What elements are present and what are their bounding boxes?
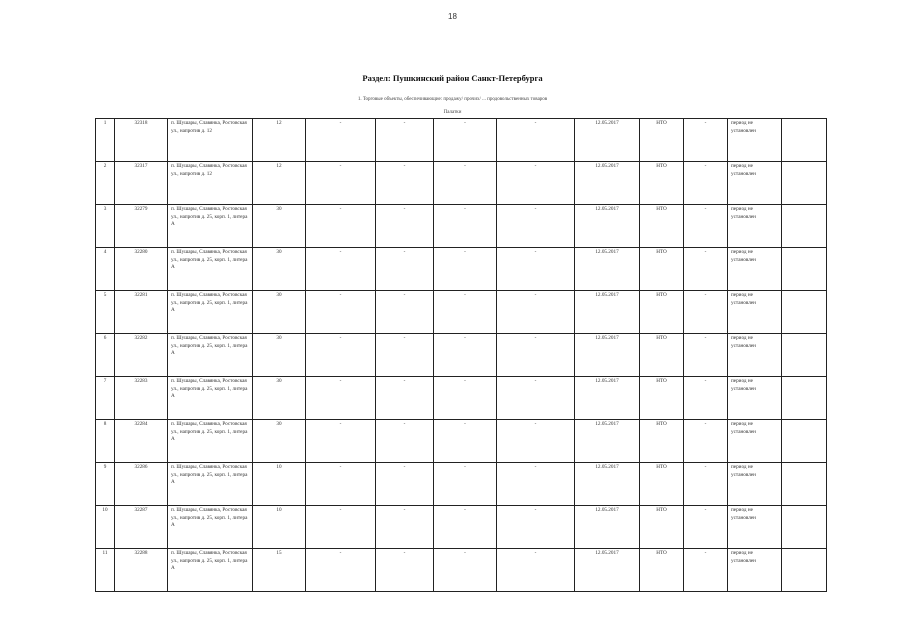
empty-cell: - [306, 248, 376, 291]
area-cell: 10 [253, 506, 306, 549]
empty-cell: - [497, 420, 575, 463]
empty-cell: - [684, 463, 728, 506]
empty-cell: - [306, 377, 376, 420]
area-cell: 30 [253, 248, 306, 291]
row-number: 7 [96, 377, 115, 420]
table-row [96, 291, 827, 334]
empty-cell: - [376, 506, 434, 549]
row-number: 8 [96, 420, 115, 463]
object-id: 32281 [115, 291, 168, 334]
empty-cell: - [684, 549, 728, 592]
object-id: 32283 [115, 377, 168, 420]
empty-cell: - [376, 420, 434, 463]
date-cell: 12.05.2017 [575, 205, 640, 248]
object-type-cell: НТО [640, 506, 684, 549]
date-cell: 12.05.2017 [575, 334, 640, 377]
address-cell: п. Шушары, Славянка, Ростовская ул., напротив д. 12 [168, 119, 253, 162]
row-number: 6 [96, 334, 115, 377]
empty-cell: - [684, 162, 728, 205]
object-type-cell: НТО [640, 205, 684, 248]
table-row [96, 377, 827, 420]
address-cell: п. Шушары, Славянка, Ростовская ул., напротив д. 25, корп. 1, литера А [168, 291, 253, 334]
notes-cell [782, 377, 827, 420]
area-cell: 30 [253, 420, 306, 463]
address-cell: п. Шушары, Славянка, Ростовская ул., напротив д. 12 [168, 162, 253, 205]
empty-cell: - [306, 334, 376, 377]
date-cell: 12.05.2017 [575, 463, 640, 506]
object-id: 32317 [115, 162, 168, 205]
period-cell: период не установлен [728, 377, 782, 420]
date-cell: 12.05.2017 [575, 119, 640, 162]
object-type-cell: НТО [640, 248, 684, 291]
address-cell: п. Шушары, Славянка, Ростовская ул., напротив д. 25, корп. 1, литера А [168, 248, 253, 291]
table-row [96, 549, 827, 592]
object-id: 32280 [115, 248, 168, 291]
address-cell: п. Шушары, Славянка, Ростовская ул., напротив д. 25, корп. 1, литера А [168, 334, 253, 377]
address-cell: п. Шушары, Славянка, Ростовская ул., напротив д. 25, корп. 1, литера А [168, 420, 253, 463]
table-caption: Палатки [443, 110, 462, 115]
row-number: 1 [96, 119, 115, 162]
period-cell: период не установлен [728, 205, 782, 248]
object-id: 32286 [115, 463, 168, 506]
object-type-cell: НТО [640, 420, 684, 463]
period-cell: период не установлен [728, 463, 782, 506]
empty-cell: - [434, 248, 497, 291]
table-row [96, 334, 827, 377]
object-type-cell: НТО [640, 291, 684, 334]
empty-cell: - [497, 119, 575, 162]
object-id: 32318 [115, 119, 168, 162]
empty-cell: - [376, 119, 434, 162]
empty-cell: - [684, 291, 728, 334]
row-number: 5 [96, 291, 115, 334]
empty-cell: - [434, 162, 497, 205]
empty-cell: - [434, 377, 497, 420]
date-cell: 12.05.2017 [575, 377, 640, 420]
period-cell: период не установлен [728, 420, 782, 463]
table-row [96, 248, 827, 291]
empty-cell: - [684, 334, 728, 377]
empty-cell: - [376, 162, 434, 205]
object-id: 32284 [115, 420, 168, 463]
empty-cell: - [434, 205, 497, 248]
empty-cell: - [497, 291, 575, 334]
period-cell: период не установлен [728, 549, 782, 592]
area-cell: 10 [253, 463, 306, 506]
object-type-cell: НТО [640, 162, 684, 205]
notes-cell [782, 549, 827, 592]
object-type-cell: НТО [640, 549, 684, 592]
row-number: 9 [96, 463, 115, 506]
empty-cell: - [376, 463, 434, 506]
empty-cell: - [434, 334, 497, 377]
notes-cell [782, 463, 827, 506]
table-row [96, 205, 827, 248]
notes-cell [782, 506, 827, 549]
empty-cell: - [497, 205, 575, 248]
area-cell: 30 [253, 205, 306, 248]
section-subtitle: 1. Торговые объекты, обеспечивающие: продажу/ прочих/ ... продовольственных товаров [357, 97, 548, 102]
address-cell: п. Шушары, Славянка, Ростовская ул., напротив д. 25, корп. 1, литера А [168, 549, 253, 592]
area-cell: 15 [253, 549, 306, 592]
section-title: Раздел: Пушкинский район Санкт-Петербурга [362, 73, 543, 83]
empty-cell: - [434, 420, 497, 463]
empty-cell: - [434, 291, 497, 334]
empty-cell: - [497, 549, 575, 592]
address-cell: п. Шушары, Славянка, Ростовская ул., напротив д. 25, корп. 1, литера А [168, 506, 253, 549]
period-cell: период не установлен [728, 162, 782, 205]
empty-cell: - [306, 205, 376, 248]
empty-cell: - [497, 377, 575, 420]
empty-cell: - [497, 506, 575, 549]
empty-cell: - [376, 205, 434, 248]
address-cell: п. Шушары, Славянка, Ростовская ул., напротив д. 25, корп. 1, литера А [168, 463, 253, 506]
table-row [96, 162, 827, 205]
date-cell: 12.05.2017 [575, 420, 640, 463]
period-cell: период не установлен [728, 291, 782, 334]
table-row [96, 506, 827, 549]
object-id: 32287 [115, 506, 168, 549]
date-cell: 12.05.2017 [575, 248, 640, 291]
empty-cell: - [376, 248, 434, 291]
period-cell: период не установлен [728, 248, 782, 291]
notes-cell [782, 205, 827, 248]
empty-cell: - [684, 506, 728, 549]
object-id: 32288 [115, 549, 168, 592]
row-number: 10 [96, 506, 115, 549]
notes-cell [782, 248, 827, 291]
area-cell: 12 [253, 162, 306, 205]
table-row [96, 119, 827, 162]
page-number: 18 [448, 12, 457, 21]
empty-cell: - [306, 420, 376, 463]
empty-cell: - [434, 549, 497, 592]
period-cell: период не установлен [728, 334, 782, 377]
area-cell: 30 [253, 334, 306, 377]
empty-cell: - [684, 119, 728, 162]
object-type-cell: НТО [640, 377, 684, 420]
object-id: 32282 [115, 334, 168, 377]
notes-cell [782, 291, 827, 334]
object-type-cell: НТО [640, 334, 684, 377]
empty-cell: - [306, 119, 376, 162]
address-cell: п. Шушары, Славянка, Ростовская ул., напротив д. 25, корп. 1, литера А [168, 205, 253, 248]
period-cell: период не установлен [728, 506, 782, 549]
date-cell: 12.05.2017 [575, 162, 640, 205]
empty-cell: - [376, 291, 434, 334]
table-row [96, 463, 827, 506]
empty-cell: - [497, 162, 575, 205]
empty-cell: - [497, 248, 575, 291]
notes-cell [782, 420, 827, 463]
date-cell: 12.05.2017 [575, 506, 640, 549]
empty-cell: - [434, 506, 497, 549]
object-id: 32279 [115, 205, 168, 248]
registry-table [95, 118, 827, 592]
row-number: 2 [96, 162, 115, 205]
object-type-cell: НТО [640, 463, 684, 506]
empty-cell: - [306, 291, 376, 334]
object-type-cell: НТО [640, 119, 684, 162]
empty-cell: - [434, 119, 497, 162]
area-cell: 12 [253, 119, 306, 162]
area-cell: 30 [253, 377, 306, 420]
empty-cell: - [376, 334, 434, 377]
date-cell: 12.05.2017 [575, 291, 640, 334]
empty-cell: - [306, 162, 376, 205]
notes-cell [782, 334, 827, 377]
notes-cell [782, 119, 827, 162]
notes-cell [782, 162, 827, 205]
empty-cell: - [684, 248, 728, 291]
address-cell: п. Шушары, Славянка, Ростовская ул., напротив д. 25, корп. 1, литера А [168, 377, 253, 420]
area-cell: 30 [253, 291, 306, 334]
empty-cell: - [376, 549, 434, 592]
empty-cell: - [306, 506, 376, 549]
empty-cell: - [497, 463, 575, 506]
row-number: 3 [96, 205, 115, 248]
period-cell: период не установлен [728, 119, 782, 162]
empty-cell: - [306, 463, 376, 506]
empty-cell: - [434, 463, 497, 506]
date-cell: 12.05.2017 [575, 549, 640, 592]
empty-cell: - [497, 334, 575, 377]
row-number: 11 [96, 549, 115, 592]
row-number: 4 [96, 248, 115, 291]
table-row [96, 420, 827, 463]
empty-cell: - [684, 377, 728, 420]
empty-cell: - [306, 549, 376, 592]
empty-cell: - [684, 420, 728, 463]
empty-cell: - [684, 205, 728, 248]
empty-cell: - [376, 377, 434, 420]
